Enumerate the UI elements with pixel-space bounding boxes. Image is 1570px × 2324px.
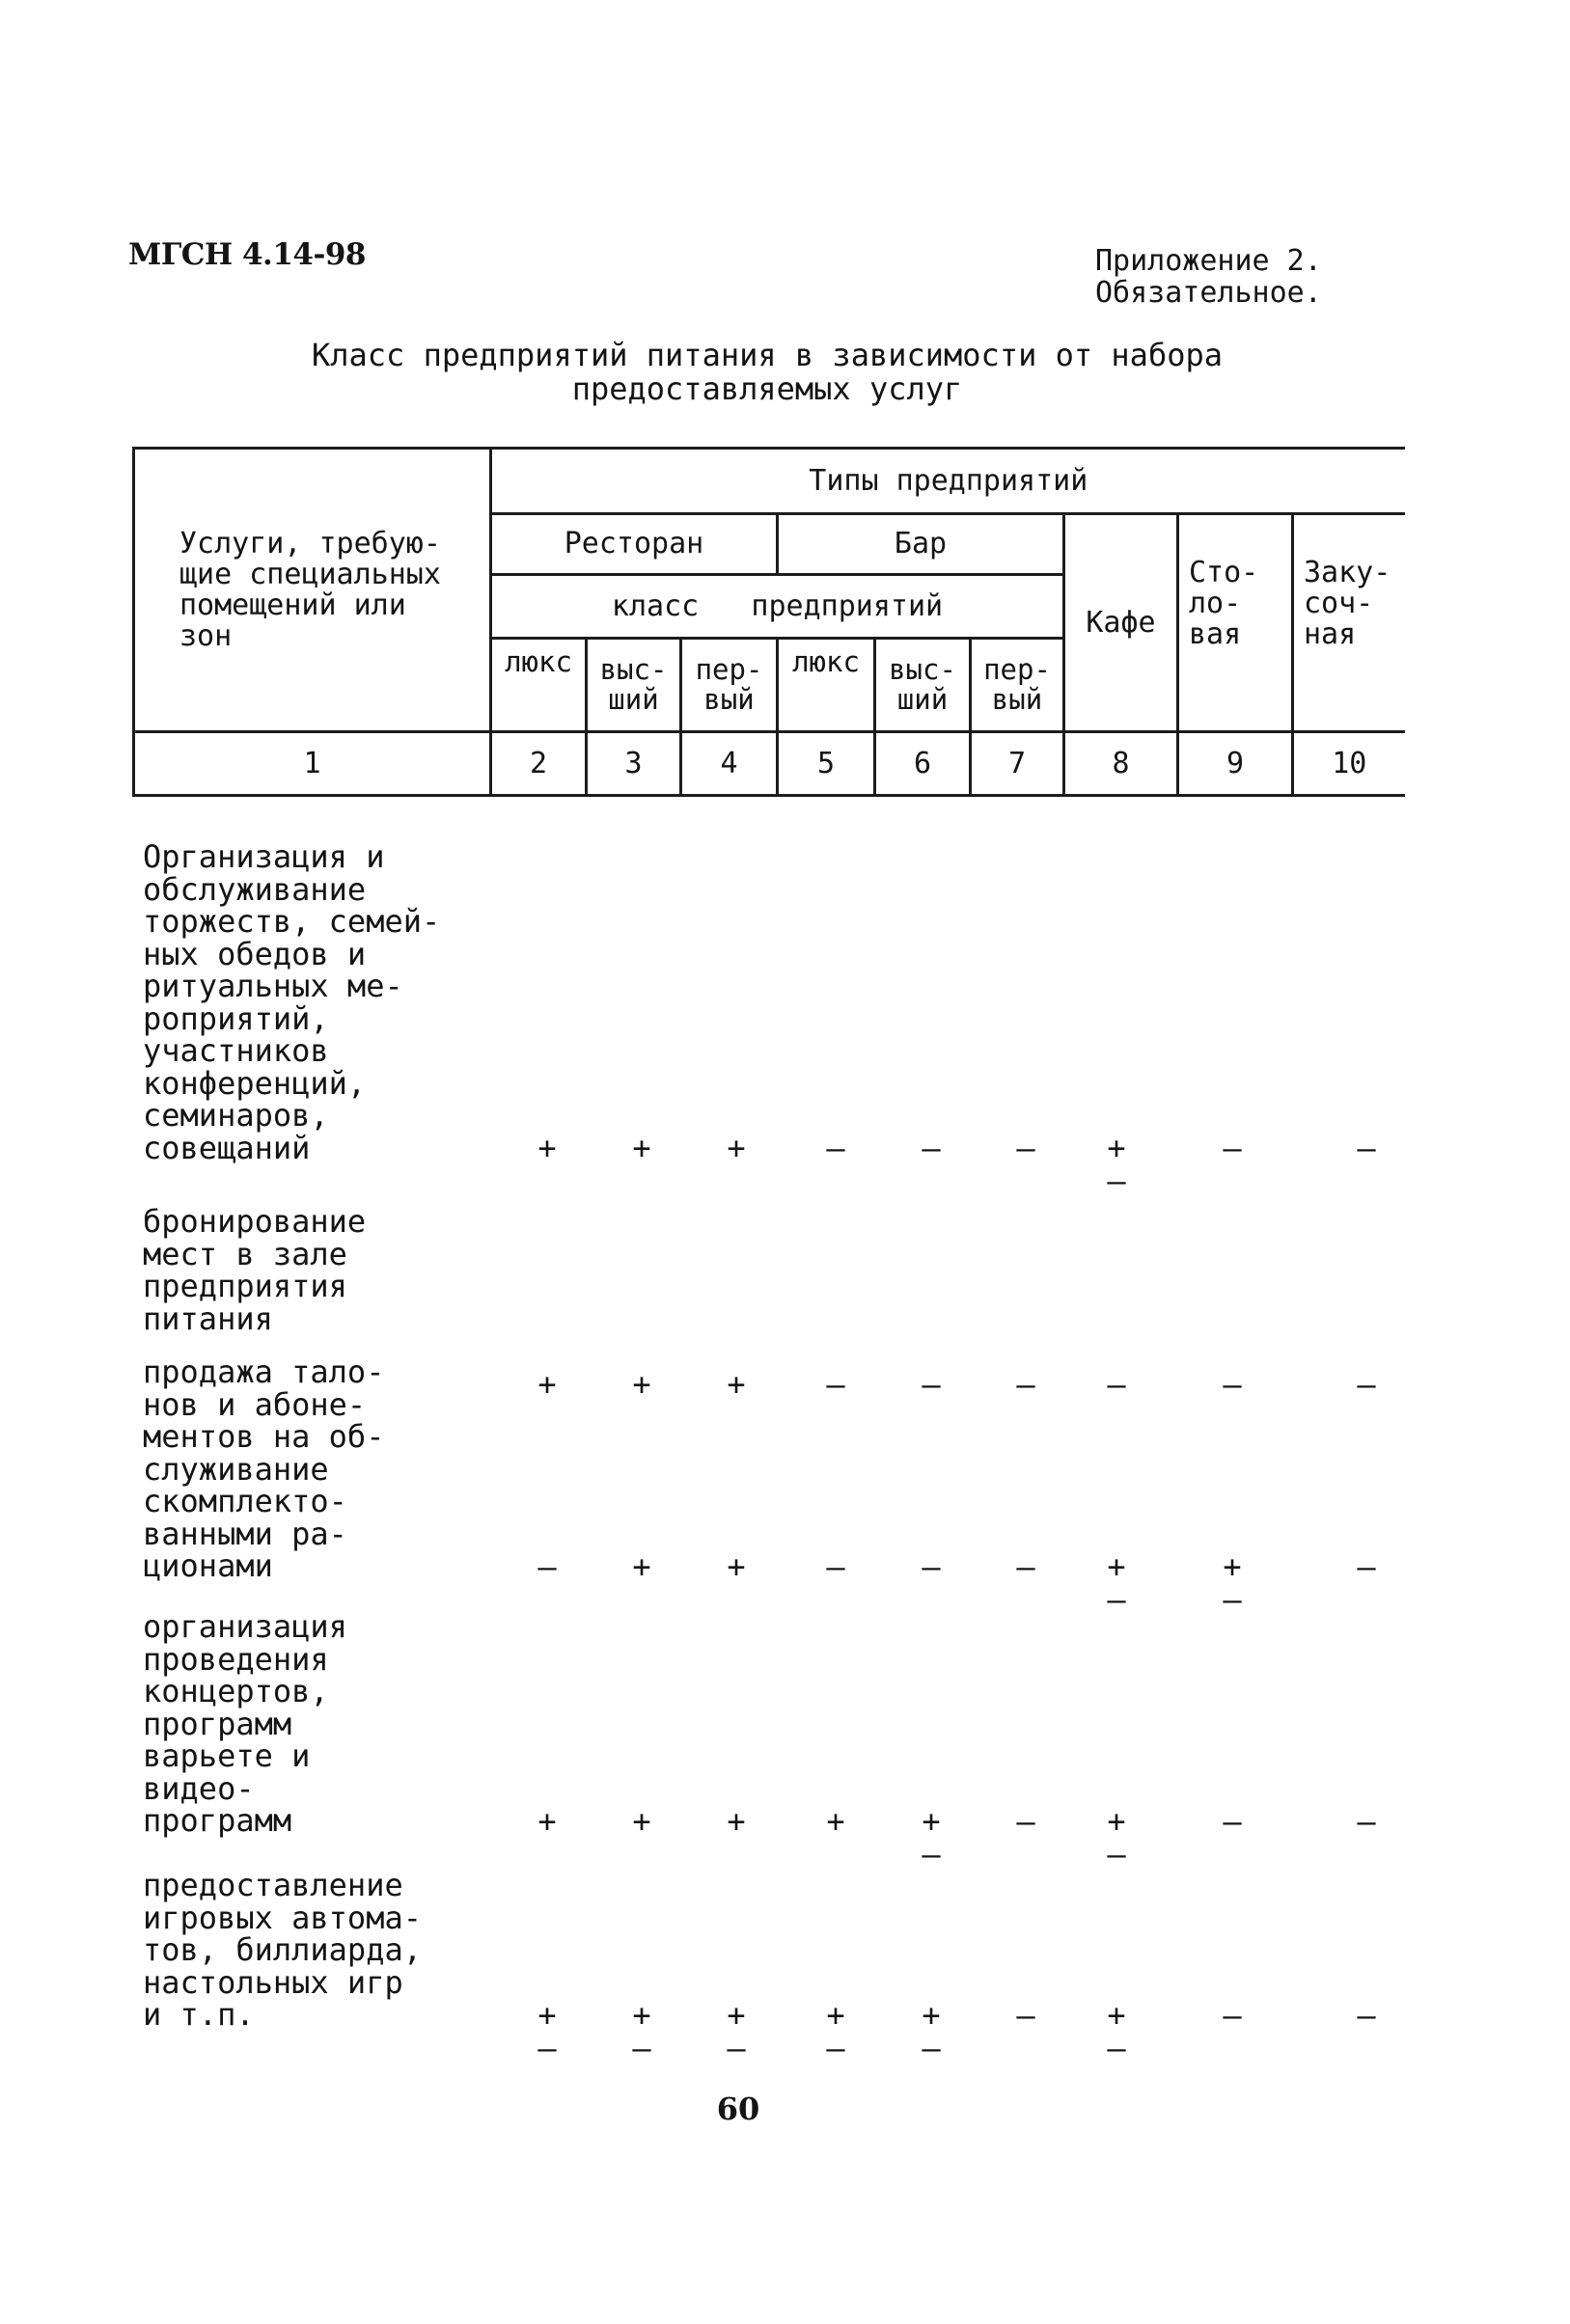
availability-mark: – [1016,1548,1035,1585]
column-number: 4 [681,732,778,796]
canteen-header: Сто- ло- вая [1178,514,1293,732]
column-number: 8 [1064,732,1178,796]
availability-mark: – [1357,1366,1376,1403]
availability-mark: – [1357,1130,1376,1166]
column-number: 7 [971,732,1064,796]
service-label: предоставление игровых автома- тов, биллиарда, настольных игр и т.п. [143,1867,422,2033]
restaurant-header: Ресторан [491,514,778,575]
availability-mark: + – [826,1997,845,2066]
table-title: Класс предприятий питания в зависимости от набора предоставляемых услуг [311,337,1223,407]
availability-mark: + – [1107,1803,1126,1873]
availability-mark: – [1223,1366,1242,1403]
availability-mark: + [727,1548,746,1585]
column-number: 5 [778,732,875,796]
availability-mark: – [1357,1803,1376,1840]
availability-mark: + – [727,1997,746,2066]
availability-mark: – [537,1548,557,1585]
column-number: 2 [491,732,587,796]
availability-mark: – [922,1548,941,1585]
availability-mark: – [826,1366,845,1403]
availability-mark: – [1016,1803,1035,1840]
availability-mark: + [632,1130,651,1166]
availability-mark: – [922,1130,941,1166]
availability-mark: + [632,1803,651,1840]
availability-mark: + [632,1548,651,1585]
availability-mark: + [537,1130,557,1166]
availability-mark: + [537,1803,557,1840]
subclass-bar-lux: люкс [778,639,875,732]
availability-mark: + – [1107,1130,1126,1199]
availability-mark: – [1223,1803,1242,1840]
availability-mark: – [1016,1130,1035,1166]
availability-mark: + [727,1366,746,1403]
availability-mark: – [826,1548,845,1585]
table-header [132,447,1405,797]
column-number: 10 [1293,732,1405,796]
column-number: 6 [875,732,971,796]
availability-mark: + [537,1366,557,1403]
availability-mark: + – [1107,1548,1126,1618]
column-number: 1 [134,732,491,796]
subclass-bar-first: пер- вый [971,639,1064,732]
availability-mark: + [727,1130,746,1166]
subclass-bar-higher: выс- ший [875,639,971,732]
availability-mark: – [826,1130,845,1166]
service-label: организация проведения концертов, программ варьете и видео- программ [143,1608,347,1839]
page-number: 60 [716,2091,760,2127]
service-label: бронирование мест в зале предприятия питания [143,1203,367,1337]
subclass-restaurant-first: пер- вый [681,639,778,732]
availability-mark: + [727,1803,746,1840]
availability-mark: + – [1223,1548,1242,1618]
availability-mark: – [1357,1997,1376,2034]
column-number: 3 [587,732,681,796]
service-label: Организация и обслуживание торжеств, семей- ных обедов и ритуальных ме- роприятий, участников конференций, семинаров, совещаний [143,838,441,1166]
availability-mark: + [826,1803,845,1840]
availability-mark: + – [922,1997,941,2066]
availability-mark: – [1016,1366,1035,1403]
subclass-restaurant-higher: выс- ший [587,639,681,732]
availability-mark: – [1223,1130,1242,1166]
availability-mark: – [922,1366,941,1403]
availability-mark: – [1016,1997,1035,2034]
document-code: МГСН 4.14-98 [128,237,366,272]
availability-mark: – [1107,1366,1126,1403]
availability-mark: – [1223,1997,1242,2034]
snack-bar-header: Заку- соч- ная [1293,514,1405,732]
types-header: Типы предприятий [491,449,1405,514]
services-header: Услуги, требую- щие специальных помещений или зон [134,449,491,732]
bar-header: Бар [778,514,1064,575]
availability-mark: – [1357,1548,1376,1585]
class-header: класс предприятий [491,575,1064,639]
availability-mark: + – [922,1803,941,1873]
cafe-header: Кафе [1064,514,1178,732]
availability-mark: + – [537,1997,557,2066]
availability-mark: + – [632,1997,651,2066]
subclass-restaurant-lux: люкс [491,639,587,732]
availability-mark: + – [1107,1997,1126,2066]
availability-mark: + [632,1366,651,1403]
appendix-label: Приложение 2. Обязательное. [1095,244,1322,310]
service-label: продажа тало- нов и абоне- ментов на об- служивание скомплекто- ванными ра- ционами [143,1353,385,1584]
column-number: 9 [1178,732,1293,796]
